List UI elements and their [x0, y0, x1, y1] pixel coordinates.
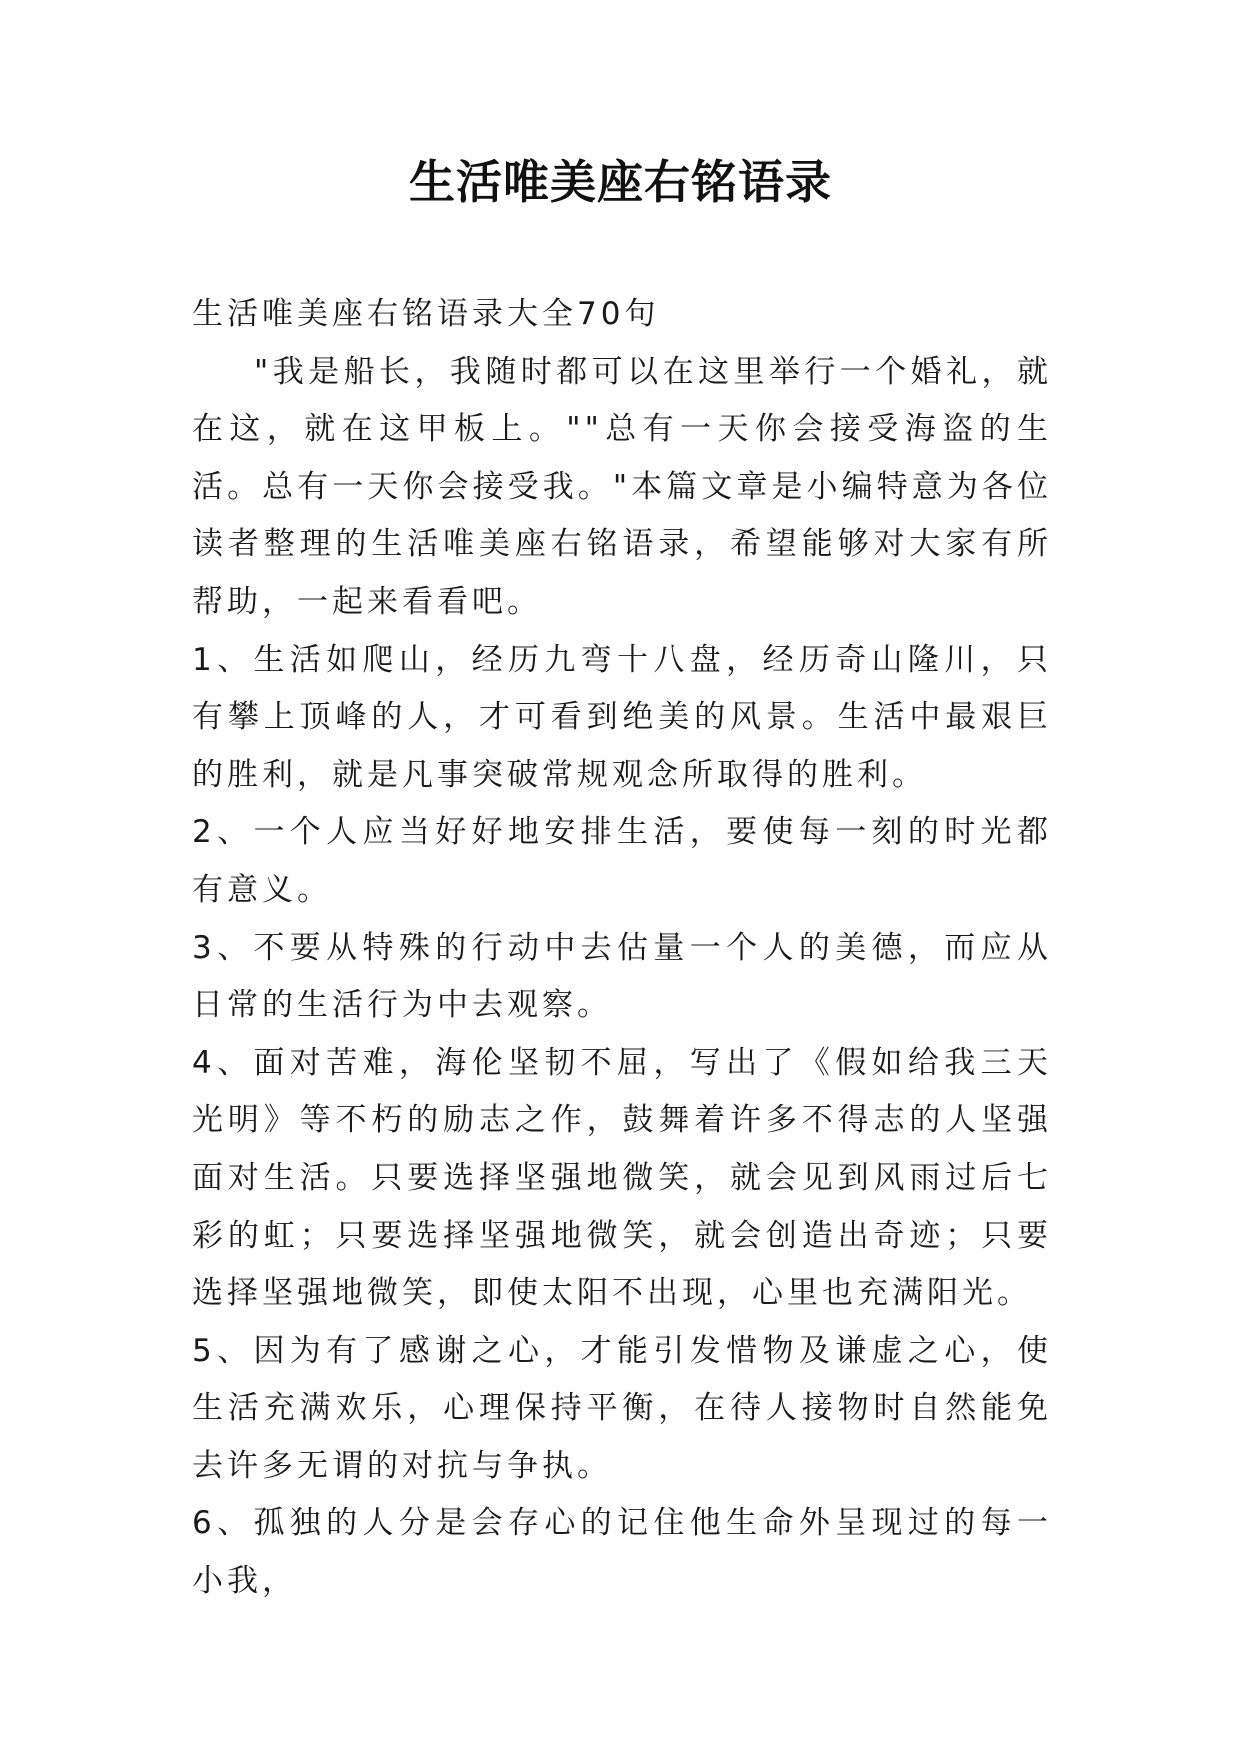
quote-item-5: 5、因为有了感谢之心，才能引发惜物及谦虚之心，使生活充满欢乐，心理保持平衡，在待人接物时自然能免去许多无谓的对抗与争执。: [192, 1332, 1052, 1484]
document-body: [192, 286, 1052, 1611]
subtitle-line: 生活唯美座右铭语录大全70句: [192, 296, 660, 332]
quote-item-2: 2、一个人应当好好地安排生活，要使每一刻的时光都有意义。: [192, 814, 1052, 908]
quote-item-6: 6、孤独的人分是会存心的记住他生命外呈现过的每一小我，: [192, 1505, 1052, 1600]
quote-item-4: 4、面对苦难，海伦坚韧不屈，写出了《假如给我三天光明》等不朽的励志之作，鼓舞着许多不得志的人坚强面对生活。只要选择坚强地微笑，就会见到风雨过后七彩的虹；只要选择坚强地微笑，就会创造出奇迹；只要选择坚强地微笑，即使太阳不出现，心里也充满阳光。: [192, 1044, 1052, 1312]
intro-paragraph: "我是船长，我随时都可以在这里举行一个婚礼，就在这，就在这甲板上。""总有一天你会接受海盗的生活。总有一天你会接受我。"本篇文章是小编特意为各位读者整理的生活唯美座右铭语录，希望能够对大家有所帮助，一起来看看吧。: [192, 353, 1052, 620]
quote-item-1: 1、生活如爬山，经历九弯十八盘，经历奇山隆川，只有攀上顶峰的人，才可看到绝美的风景。生活中最艰巨的胜利，就是凡事突破常规观念所取得的胜利。: [192, 641, 1052, 793]
quote-item-3: 3、不要从特殊的行动中去估量一个人的美德，而应从日常的生活行为中去观察。: [192, 929, 1052, 1024]
document-title: 生活唯美座右铭语录: [409, 155, 832, 209]
